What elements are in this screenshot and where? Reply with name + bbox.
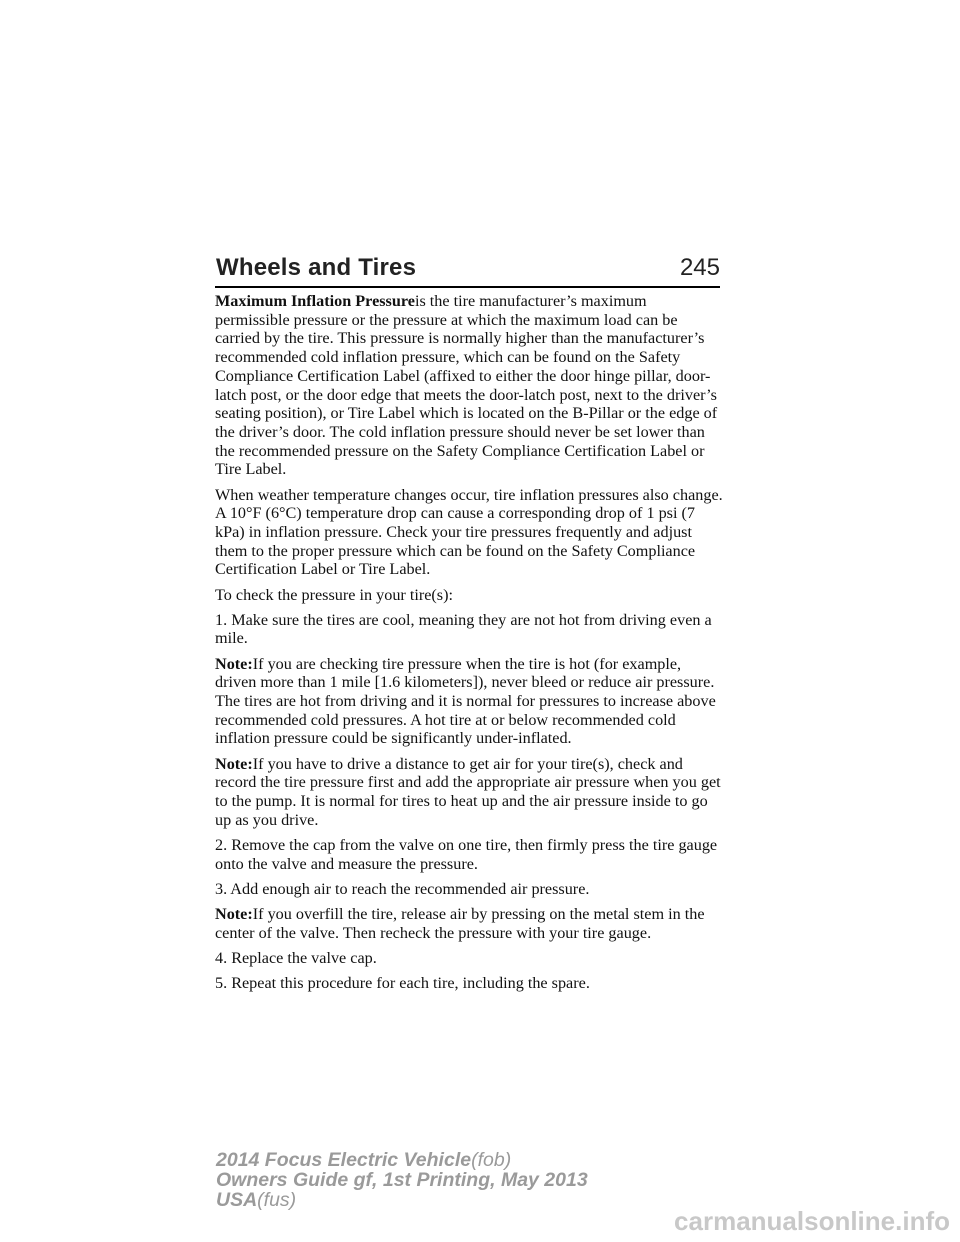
paragraph bbox=[215, 880, 725, 899]
paragraph-text: To check the pressure in your tire(s): bbox=[215, 585, 453, 604]
paragraph-text: 3. Add enough air to reach the recommended air pressure. bbox=[215, 879, 590, 898]
section-title: Wheels and Tires bbox=[216, 254, 417, 281]
paragraph-text: 5. Repeat this procedure for each tire, including the spare. bbox=[215, 974, 590, 993]
footer-market: USA bbox=[216, 1189, 258, 1211]
paragraph bbox=[215, 836, 725, 873]
footer-line-3 bbox=[216, 1190, 588, 1210]
note-text: If you are checking tire pressure when the tire is hot (for example, driven more than 1 mile [1.6 kilometers]), never bleed or reduce air pressure. The tires are hot from driving and it is normal for pressures to increase above recommended cold pressures. A hot tire at or below recommended cold inflation pressure could be significantly under-inflated. bbox=[215, 654, 716, 748]
page-header bbox=[215, 252, 720, 288]
paragraph-text: 4. Replace the valve cap. bbox=[215, 949, 377, 967]
note-text: If you have to drive a distance to get air for your tire(s), check and record the tire pressure first and add the appropriate air pressure when you get to the pump. It is normal for tires to heat up and the air pressure inside to go up as you drive. bbox=[215, 754, 721, 829]
footer-vehicle: 2014 Focus Electric Vehicle bbox=[216, 1149, 472, 1171]
paragraph bbox=[215, 486, 725, 580]
paragraph bbox=[215, 586, 725, 605]
paragraph-text: 1. Make sure the tires are cool, meaning they are not hot from driving even a mile. bbox=[215, 610, 712, 648]
paragraph bbox=[215, 292, 725, 479]
page-number: 245 bbox=[679, 254, 720, 281]
paragraph-text: When weather temperature changes occur, tire inflation pressures also change. A 10°F (6°C) temperature drop can cause a corresponding drop of 1 psi (7 kPa) in inflation pressure. Check your tire pressures frequently and adjust them to the proper pressure which can be found on the Safety Compliance Certification Label or Tire Label. bbox=[215, 485, 723, 579]
footer-market-code: (fus) bbox=[257, 1189, 297, 1211]
note-label: Note: bbox=[215, 654, 253, 673]
paragraph bbox=[215, 611, 725, 648]
note-label: Note: bbox=[215, 754, 253, 773]
paragraph-text: 2. Remove the cap from the valve on one tire, then firmly press the tire gauge onto the valve and measure the pressure. bbox=[215, 835, 718, 873]
body-text bbox=[215, 292, 725, 999]
paragraph-lead: Maximum Inflation Pressure bbox=[215, 292, 415, 310]
footer-line-2: Owners Guide gf, 1st Printing, May 2013 bbox=[216, 1169, 588, 1191]
note-label: Note: bbox=[215, 905, 253, 924]
page-footer bbox=[216, 1150, 588, 1210]
note-paragraph bbox=[215, 905, 725, 942]
paragraph-text: is the tire manufacturer’s maximum permissible pressure or the pressure at which the maximum load can be carried by the tire. This pressure is normally higher than the manufacturer’s recommended cold inflation pressure, which can be found on the Safety Compliance Certification Label (affixed to either the door hinge pillar, door-latch post, or the door edge that meets the door-latch post, next to the driver’s seating position), or Tire Label which is located on the B-Pillar or the edge of the driver’s door. The cold inflation pressure should never be set lower than the recommended pressure on the Safety Compliance Certification Label or Tire Label. bbox=[215, 292, 718, 479]
paragraph bbox=[215, 949, 725, 968]
footer-line-1 bbox=[216, 1150, 588, 1170]
note-paragraph bbox=[215, 655, 725, 749]
paragraph bbox=[215, 974, 725, 993]
footer-vehicle-code: (fob) bbox=[471, 1149, 512, 1171]
note-text: If you overfill the tire, release air by pressing on the metal stem in the center of the valve. Then recheck the pressure with your tire gauge. bbox=[215, 905, 705, 942]
note-paragraph bbox=[215, 755, 725, 830]
watermark: carmanualsonline.info bbox=[674, 1206, 950, 1236]
